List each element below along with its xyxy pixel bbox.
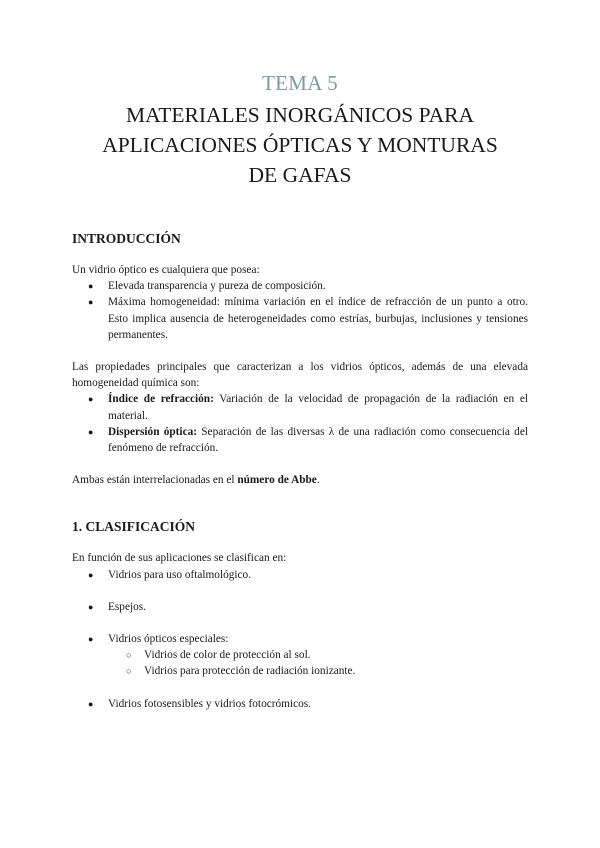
list-item (72, 599, 528, 615)
clasificacion-list (72, 567, 528, 712)
sub-list-item-text: Vidrios para protección de radiación ionizante. (144, 665, 356, 678)
title-line-2: APLICACIONES ÓPTICAS Y MONTURAS (102, 133, 498, 157)
intro-list-1 (72, 278, 528, 343)
abbe-number-bold: número de Abbe (237, 474, 317, 487)
circle-bullet-icon: ○ (126, 650, 132, 661)
clasificacion-paragraph: En función de sus aplicaciones se clasifican en: (72, 552, 287, 565)
bullet-icon: ● (88, 281, 94, 292)
list-item-text: Vidrios ópticos especiales: (108, 633, 229, 646)
bullet-icon: ● (88, 394, 94, 405)
list-item (72, 631, 528, 680)
sub-list-item (72, 647, 528, 663)
intro-paragraph-2: Las propiedades principales que caracterizan a los vidrios ópticos, además de una elevada homogeneidad química son: (72, 361, 528, 390)
term-definition: Variación de la velocidad de propagación de la radiación en el material. (108, 393, 528, 422)
bullet-icon: ● (88, 569, 94, 580)
intro-list-2 (72, 391, 528, 456)
section-heading-clasificacion: 1. CLASIFICACIÓN (72, 519, 196, 535)
bullet-icon: ● (88, 297, 94, 308)
title-line-3: DE GAFAS (248, 163, 352, 187)
intro-paragraph-3 (72, 472, 528, 488)
document-title (72, 100, 528, 190)
sub-list (108, 647, 528, 679)
bullet-icon: ● (88, 634, 94, 645)
list-item-text: Vidrios fotosensibles y vidrios fotocrómicos. (108, 697, 311, 710)
circle-bullet-icon: ○ (126, 666, 132, 677)
sub-list-item (72, 663, 528, 679)
list-item (72, 278, 528, 294)
term-bold: Índice de refracción: (108, 393, 214, 406)
list-item (72, 391, 528, 423)
list-item (72, 424, 528, 456)
term-bold: Dispersión óptica: (108, 425, 197, 438)
bullet-icon: ● (88, 426, 94, 437)
section-heading-intro: INTRODUCCIÓN (72, 231, 181, 246)
p3-end: . (316, 474, 320, 487)
list-item-text: Máxima homogeneidad: mínima variación en el índice de refracción de un punto a otro. Esto implica ausencia de heterogeneidades como estrías, burbujas, inclusiones y tensiones permanentes. (108, 296, 528, 341)
title-line-1: MATERIALES INORGÁNICOS PARA (125, 103, 475, 127)
intro-paragraph-1: Un vidrio óptico es cualquiera que posea: (72, 264, 260, 276)
document-page (72, 68, 528, 728)
list-item-text: Espejos. (108, 600, 146, 613)
list-item (72, 567, 528, 583)
list-item-text: Vidrios para uso oftalmológico. (108, 568, 252, 581)
list-item (72, 696, 528, 712)
list-item-text: Elevada transparencia y pureza de composición. (108, 280, 326, 293)
term-definition: Separación de las diversas λ de una radiación como consecuencia del fenómeno de refracción. (108, 425, 528, 455)
p3-text: Ambas están interrelacionadas en el (72, 474, 238, 487)
list-item (72, 294, 528, 343)
sub-list-item-text: Vidrios de color de protección al sol. (144, 649, 311, 662)
chapter-label: TEMA 5 (262, 71, 338, 95)
bullet-icon: ● (88, 698, 94, 709)
bullet-icon: ● (88, 601, 94, 612)
